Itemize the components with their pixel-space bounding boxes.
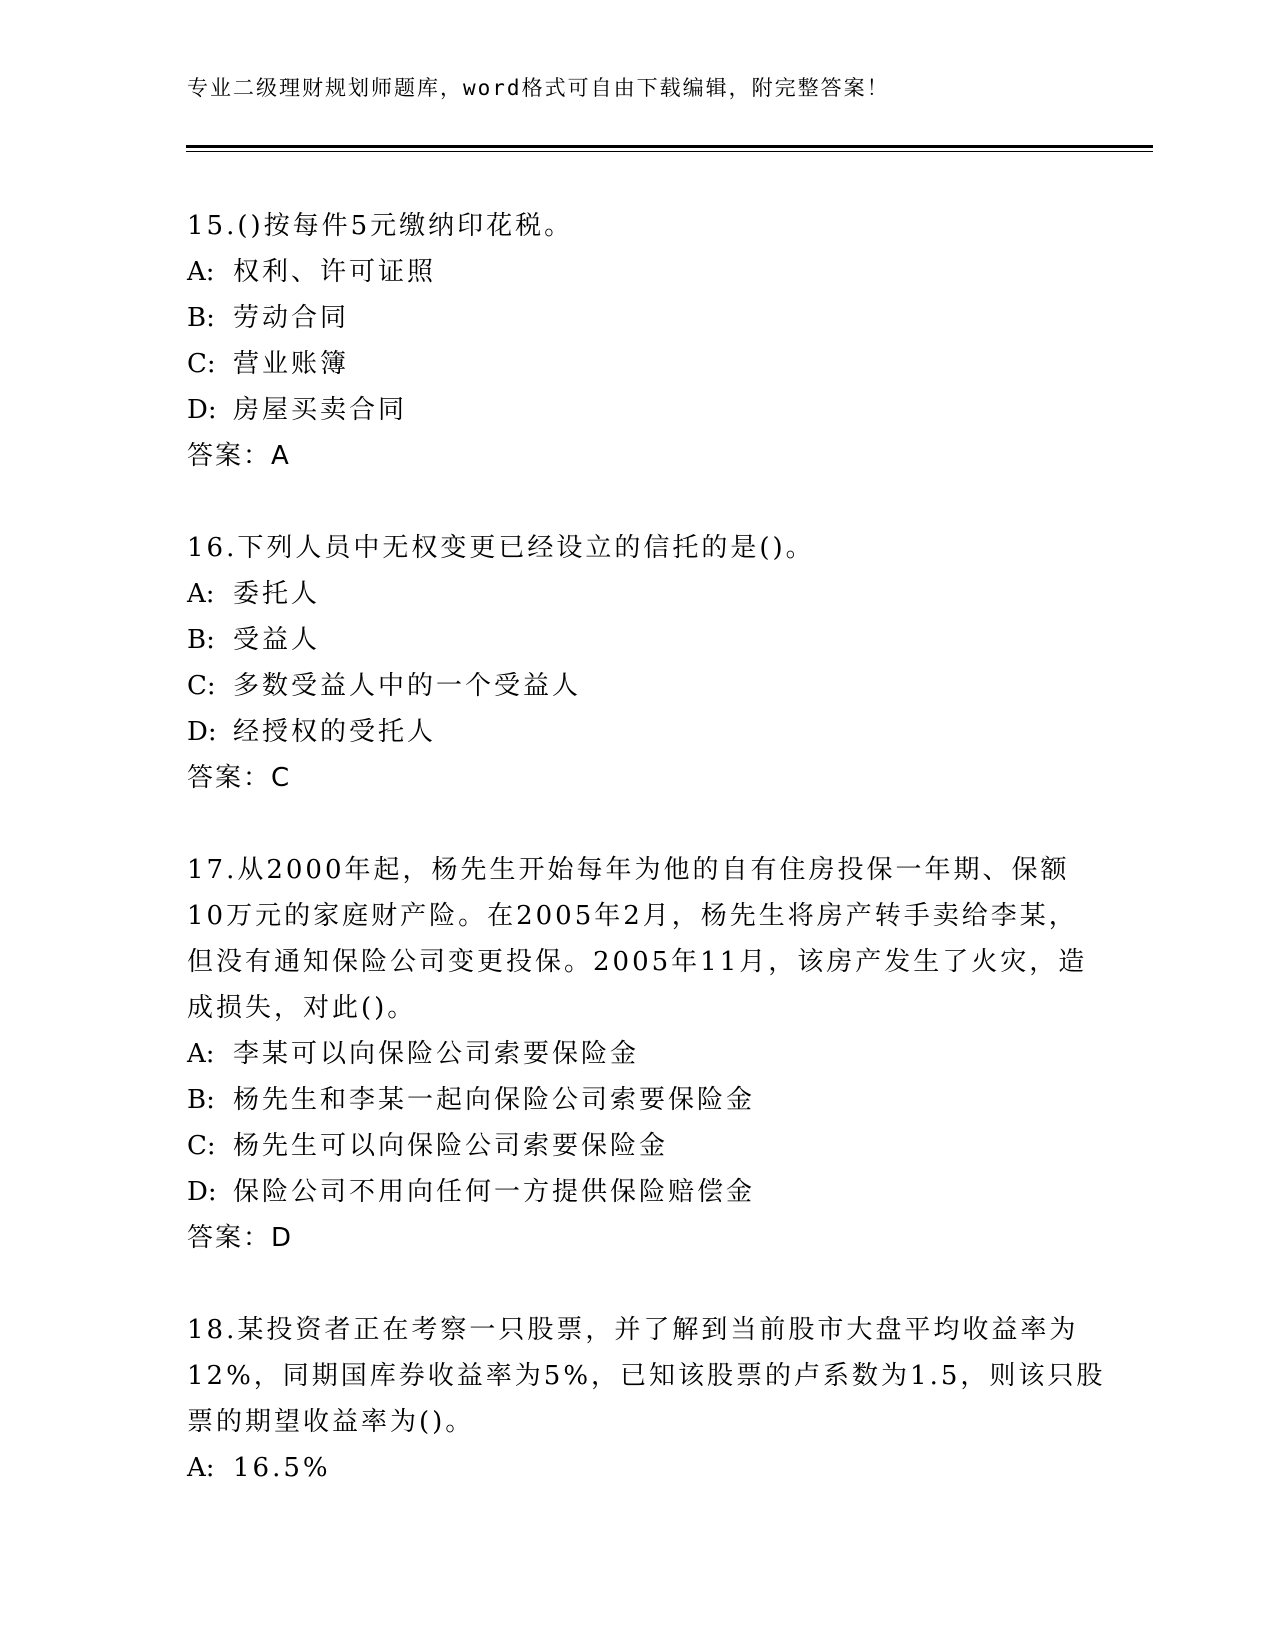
option-text: 经授权的受托人 <box>233 717 437 747</box>
answer-line <box>187 433 1087 479</box>
answer-value: A <box>271 441 291 471</box>
option-a <box>187 1445 1087 1491</box>
option-letter: C: <box>187 1131 216 1161</box>
option-letter: D: <box>187 717 217 747</box>
question-stem-line: 但没有通知保险公司变更投保。2005年11月，该房产发生了火灾，造 <box>187 947 1088 977</box>
answer-value: C <box>271 763 292 793</box>
question-stem-line: 17.从2000年起，杨先生开始每年为他的自有住房投保一年期、保额 <box>187 855 1070 885</box>
answer-value: D <box>271 1223 294 1253</box>
option-c <box>187 663 1087 709</box>
option-b <box>187 1077 1087 1123</box>
option-b <box>187 295 1087 341</box>
option-c <box>187 1123 1087 1169</box>
answer-label: 答案： <box>187 1223 272 1253</box>
question-stem-line: 10万元的家庭财产险。在2005年2月，杨先生将房产转手卖给李某， <box>187 901 1078 931</box>
answer-label: 答案： <box>187 441 272 471</box>
option-text: 营业账簿 <box>233 349 350 379</box>
page-header: 专业二级理财规划师题库，word格式可自由下载编辑，附完整答案！ <box>187 76 890 100</box>
question-stem-line: 票的期望收益率为()。 <box>187 1407 475 1437</box>
question-16 <box>187 525 1087 801</box>
header-rule-thin <box>186 151 1153 152</box>
question-stem-line: 18.某投资者正在考察一只股票，并了解到当前股市大盘平均收益率为 <box>187 1315 1079 1345</box>
option-d <box>187 709 1087 755</box>
option-text: 受益人 <box>233 625 321 655</box>
option-letter: B: <box>187 303 215 333</box>
question-stem-line: 12%，同期国库券收益率为5%，已知该股票的卢系数为1.5，则该只股 <box>187 1361 1106 1391</box>
question-stem-line: 成损失，对此()。 <box>187 993 417 1023</box>
option-letter: C: <box>187 349 216 379</box>
question-17 <box>187 847 1087 1261</box>
option-text: 保险公司不用向任何一方提供保险赔偿金 <box>233 1177 756 1207</box>
option-c <box>187 341 1087 387</box>
answer-label: 答案： <box>187 763 272 793</box>
option-a <box>187 249 1087 295</box>
question-18 <box>187 1307 1106 1491</box>
option-text: 李某可以向保险公司索要保险金 <box>233 1039 640 1069</box>
option-text: 多数受益人中的一个受益人 <box>233 671 582 701</box>
option-letter: B: <box>187 1085 215 1115</box>
option-text: 权利、许可证照 <box>233 257 437 287</box>
option-letter: D: <box>187 1177 217 1207</box>
option-text: 16.5% <box>233 1453 331 1483</box>
option-d <box>187 387 1087 433</box>
option-letter: A: <box>187 579 215 609</box>
header-rule-thick <box>186 145 1153 148</box>
option-text: 杨先生和李某一起向保险公司索要保险金 <box>233 1085 756 1115</box>
option-letter: D: <box>187 395 217 425</box>
answer-line <box>187 755 1087 801</box>
option-letter: C: <box>187 671 216 701</box>
option-letter: A: <box>187 257 215 287</box>
option-a <box>187 571 1087 617</box>
option-text: 杨先生可以向保险公司索要保险金 <box>233 1131 669 1161</box>
option-letter: A: <box>187 1039 215 1069</box>
option-letter: B: <box>187 625 215 655</box>
option-a <box>187 1031 1087 1077</box>
option-d <box>187 1169 1087 1215</box>
question-list <box>187 203 1106 1537</box>
option-letter: A: <box>187 1453 215 1483</box>
question-stem: 16.下列人员中无权变更已经设立的信托的是()。 <box>187 533 815 563</box>
answer-line <box>187 1215 1087 1261</box>
option-text: 房屋买卖合同 <box>233 395 408 425</box>
option-text: 委托人 <box>233 579 321 609</box>
option-b <box>187 617 1087 663</box>
question-15 <box>187 203 1087 479</box>
option-text: 劳动合同 <box>233 303 350 333</box>
question-stem: 15.()按每件5元缴纳印花税。 <box>187 211 574 241</box>
